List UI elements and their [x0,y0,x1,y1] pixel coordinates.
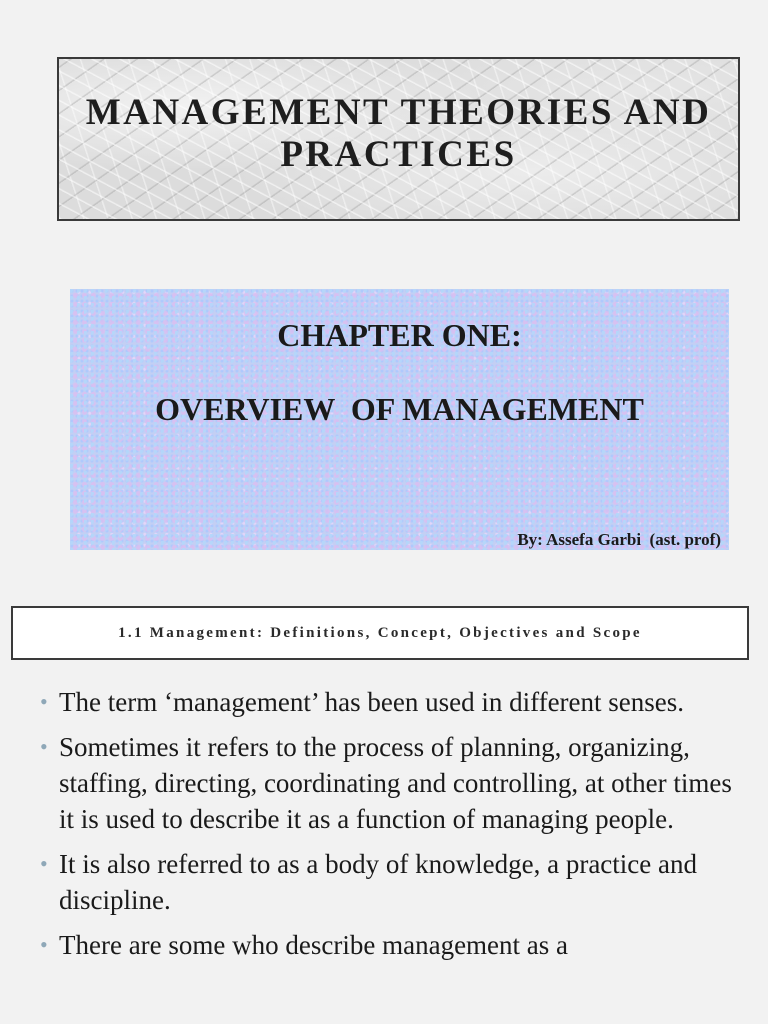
title-line-1: MANAGEMENT THEORIES AND [85,92,712,133]
bullet-icon: • [40,851,48,876]
title-line-2: PRACTICES [280,134,517,175]
chapter-slide [70,289,729,550]
bullet-text: The term ‘management’ has been used in different senses. [59,687,685,717]
chapter-heading: CHAPTER ONE: [277,317,522,353]
bullet-text: It is also referred to as a body of knowledge, a practice and discipline. [59,849,697,915]
chapter-subtitle: OVERVIEW OF MANAGEMENT [155,391,644,427]
section-header [11,606,749,660]
bullet-icon: • [40,689,48,714]
bullet-text: There are some who describe management as a [59,930,569,960]
list-item [40,729,740,837]
author-credit: By: Assefa Garbi (ast. prof) [517,530,721,549]
list-item [40,927,740,963]
list-item [40,684,740,720]
list-item [40,846,740,918]
bullet-icon: • [40,734,48,759]
section-heading: 1.1 Management: Definitions, Concept, Objectives and Scope [118,624,642,641]
bullet-text: Sometimes it refers to the process of planning, organizing, staffing, directing, coordinating and controlling, at other times it is used to describe it as a function of managing people. [59,732,732,834]
bullet-icon: • [40,932,48,957]
bullet-list [40,684,740,972]
slide-title [86,92,712,176]
title-slide [57,57,740,221]
